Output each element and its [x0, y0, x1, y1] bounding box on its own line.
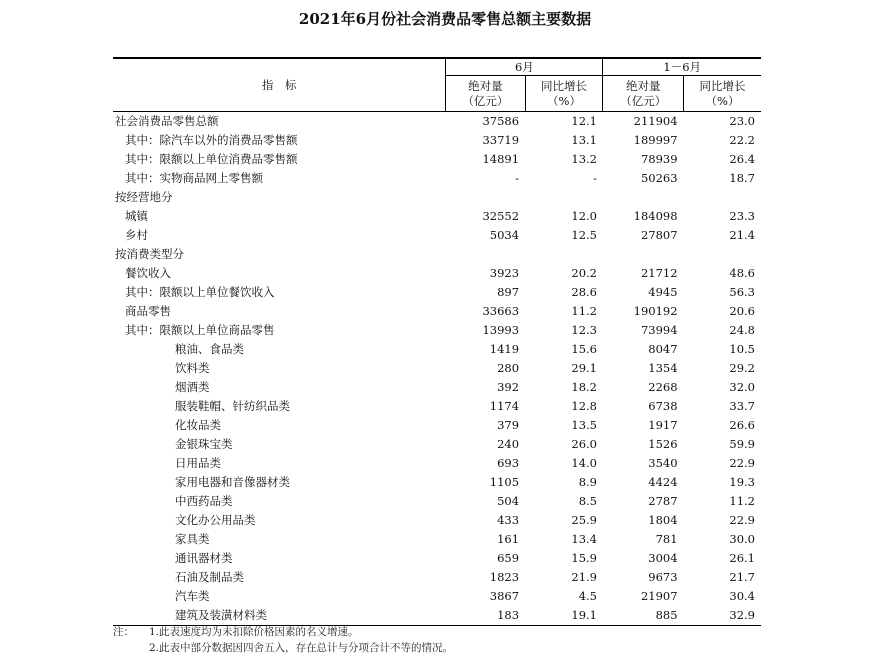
ytd-abs-cell: 50263 [640, 171, 678, 185]
june-yoy-cell: 15.6 [571, 342, 597, 356]
row-label: 其中：限额以上单位商品零售 [125, 323, 275, 337]
ytd-abs-cell: 184098 [633, 209, 678, 223]
june-yoy-cell: 12.3 [571, 323, 597, 337]
notes-prefix: 注： [113, 626, 134, 638]
ytd-yoy-cell: 21.7 [729, 570, 755, 584]
june-abs-cell: 1105 [489, 475, 520, 489]
table-row [113, 397, 761, 416]
table-row [113, 492, 761, 511]
june-yoy-cell: 12.0 [571, 209, 597, 223]
row-label: 饮料类 [175, 361, 210, 375]
header-yoy-line1: 同比增长 [699, 78, 746, 93]
june-abs-cell: 280 [497, 361, 520, 375]
ytd-yoy-cell: 22.2 [729, 133, 755, 147]
table-row [113, 435, 761, 454]
table-row [113, 530, 761, 549]
june-yoy-cell: 13.2 [571, 152, 597, 166]
june-abs-cell: 3867 [489, 589, 520, 603]
table-row [113, 359, 761, 378]
ytd-abs-cell: 8047 [648, 342, 678, 356]
ytd-abs-cell: 781 [655, 532, 678, 546]
ytd-yoy-cell: 29.2 [729, 361, 755, 375]
june-yoy-cell: 25.9 [571, 513, 597, 527]
june-yoy-cell [525, 245, 603, 264]
table-row [113, 112, 761, 132]
june-yoy-cell: 12.8 [571, 399, 597, 413]
table-row [113, 321, 761, 340]
ytd-yoy-cell: 30.0 [729, 532, 755, 546]
june-yoy-cell: 12.1 [571, 114, 597, 128]
ytd-yoy-cell: 18.7 [729, 171, 755, 185]
june-abs-cell: 693 [497, 456, 520, 470]
june-abs-cell: 392 [497, 380, 520, 394]
ytd-yoy-cell: 48.6 [729, 266, 755, 280]
june-abs-cell: 161 [497, 532, 520, 546]
page-title: 2021年6月份社会消费品零售总额主要数据 [298, 10, 592, 28]
table-row [113, 131, 761, 150]
ytd-abs-cell: 1804 [648, 513, 678, 527]
row-label: 家用电器和音像器材类 [175, 475, 290, 489]
june-yoy-cell: 15.9 [571, 551, 597, 565]
ytd-abs-cell: 4424 [648, 475, 678, 489]
ytd-abs-cell: 1917 [648, 418, 678, 432]
table-row [113, 587, 761, 606]
row-label: 按经营地分 [115, 190, 173, 204]
table-row [113, 511, 761, 530]
table-row [113, 245, 761, 264]
june-abs-cell: 3923 [489, 266, 520, 280]
ytd-abs-cell: 21712 [640, 266, 678, 280]
header-june-yoy [525, 76, 603, 112]
header-abs-line2: （亿元） [462, 93, 509, 108]
table-row [113, 302, 761, 321]
table-row [113, 473, 761, 492]
june-abs-cell: 1823 [489, 570, 520, 584]
row-label: 化妆品类 [175, 418, 221, 432]
row-label: 家具类 [175, 532, 210, 546]
ytd-yoy-cell: 24.8 [729, 323, 755, 337]
ytd-yoy-cell: 26.6 [729, 418, 755, 432]
row-label: 商品零售 [125, 304, 171, 318]
june-yoy-cell: 13.5 [571, 418, 597, 432]
header-june: 6月 [446, 58, 603, 76]
row-label: 建筑及装潢材料类 [175, 608, 267, 622]
header-abs-line1: 绝对量 [468, 78, 503, 93]
june-yoy-cell: 14.0 [571, 456, 597, 470]
ytd-abs-cell: 78939 [640, 152, 678, 166]
table-row [113, 264, 761, 283]
ytd-abs-cell: 21907 [640, 589, 678, 603]
june-yoy-cell: 8.5 [578, 494, 597, 508]
june-abs-cell: 504 [497, 494, 520, 508]
june-yoy-cell: 4.5 [578, 589, 597, 603]
june-abs-cell: 33719 [482, 133, 520, 147]
row-label: 服装鞋帽、针纺织品类 [175, 399, 290, 413]
ytd-yoy-cell: 33.7 [729, 399, 755, 413]
row-label: 汽车类 [175, 589, 210, 603]
row-label: 日用品类 [175, 456, 221, 470]
ytd-abs-cell: 6738 [648, 399, 678, 413]
june-abs-cell: 14891 [482, 152, 520, 166]
row-label: 粮油、食品类 [175, 342, 244, 356]
ytd-abs-cell [603, 245, 684, 264]
header-abs-line1: 绝对量 [626, 78, 661, 93]
row-label: 通讯器材类 [175, 551, 233, 565]
june-abs-cell: 13993 [482, 323, 520, 337]
header-indicator: 指 标 [113, 58, 446, 112]
table-row [113, 340, 761, 359]
ytd-abs-cell [603, 188, 684, 207]
ytd-yoy-cell: 19.3 [729, 475, 755, 489]
june-yoy-cell: 26.0 [571, 437, 597, 451]
june-abs-cell: 1174 [489, 399, 520, 413]
header-ytd-abs [603, 76, 684, 112]
table-row [113, 283, 761, 302]
header-ytd: 1－6月 [603, 58, 761, 76]
ytd-abs-cell: 2268 [648, 380, 678, 394]
header-june-abs [446, 76, 525, 112]
june-yoy-cell: 19.1 [571, 608, 597, 622]
june-abs-cell: 37586 [482, 114, 520, 128]
june-yoy-cell: 13.1 [571, 133, 597, 147]
row-label: 其中：限额以上单位消费品零售额 [125, 152, 298, 166]
retail-data-table [113, 57, 761, 626]
ytd-abs-cell: 211904 [633, 114, 678, 128]
header-yoy-line2: （%） [705, 93, 740, 108]
ytd-abs-cell: 189997 [633, 133, 678, 147]
header-yoy-line2: （%） [547, 93, 581, 108]
header-abs-line2: （亿元） [620, 93, 667, 108]
row-label: 烟酒类 [175, 380, 210, 394]
june-abs-cell: 659 [497, 551, 520, 565]
table-row [113, 606, 761, 626]
ytd-yoy-cell: 23.0 [729, 114, 755, 128]
ytd-yoy-cell: 22.9 [729, 456, 755, 470]
june-abs-cell: 240 [497, 437, 520, 451]
table-row [113, 416, 761, 435]
table-row [113, 207, 761, 226]
row-label: 按消费类型分 [115, 247, 184, 261]
ytd-yoy-cell: 56.3 [729, 285, 755, 299]
note-item: 2.此表中部分数据因四舍五入，存在总计与分项合计不等的情况。 [149, 642, 454, 654]
june-abs-cell: 379 [497, 418, 520, 432]
ytd-yoy-cell: 32.0 [729, 380, 755, 394]
table-row [113, 188, 761, 207]
june-yoy-cell: 20.2 [571, 266, 597, 280]
june-yoy-cell: 21.9 [571, 570, 597, 584]
ytd-yoy-cell: 20.6 [729, 304, 755, 318]
june-abs-cell: 183 [497, 608, 520, 622]
ytd-abs-cell: 3004 [648, 551, 678, 565]
ytd-abs-cell: 4945 [648, 285, 678, 299]
row-label: 石油及制品类 [175, 570, 244, 584]
table-row [113, 150, 761, 169]
june-yoy-cell: 11.2 [571, 304, 597, 318]
ytd-abs-cell: 9673 [648, 570, 678, 584]
ytd-yoy-cell: 22.9 [729, 513, 755, 527]
note-item: 1.此表速度均为未扣除价格因素的名义增速。 [149, 626, 359, 638]
ytd-abs-cell: 3540 [648, 456, 678, 470]
june-yoy-cell: 8.9 [578, 475, 597, 489]
row-label: 文化办公用品类 [175, 513, 256, 527]
june-abs-cell: - [515, 171, 520, 185]
june-abs-cell: 33663 [482, 304, 520, 318]
row-label: 社会消费品零售总额 [115, 114, 219, 128]
row-label: 城镇 [125, 209, 148, 223]
table-row [113, 378, 761, 397]
table-row [113, 568, 761, 587]
june-yoy-cell: 12.5 [571, 228, 597, 242]
ytd-yoy-cell [684, 245, 761, 264]
ytd-yoy-cell: 32.9 [729, 608, 755, 622]
row-label: 中西药品类 [175, 494, 233, 508]
header-yoy-line1: 同比增长 [541, 78, 588, 93]
ytd-yoy-cell: 23.3 [729, 209, 755, 223]
row-label: 其中：限额以上单位餐饮收入 [125, 285, 275, 299]
june-abs-cell: 897 [497, 285, 520, 299]
table-row [113, 549, 761, 568]
ytd-yoy-cell [684, 188, 761, 207]
row-label: 金银珠宝类 [175, 437, 233, 451]
header-ytd-yoy [684, 76, 761, 112]
ytd-abs-cell: 73994 [640, 323, 678, 337]
june-abs-cell [446, 188, 525, 207]
ytd-yoy-cell: 10.5 [729, 342, 755, 356]
ytd-yoy-cell: 26.1 [729, 551, 755, 565]
table-body [113, 112, 761, 626]
june-abs-cell: 32552 [482, 209, 520, 223]
ytd-yoy-cell: 21.4 [729, 228, 755, 242]
june-yoy-cell: 28.6 [571, 285, 597, 299]
ytd-abs-cell: 1354 [648, 361, 678, 375]
june-yoy-cell [525, 188, 603, 207]
june-yoy-cell: 18.2 [571, 380, 597, 394]
ytd-abs-cell: 27807 [640, 228, 678, 242]
ytd-yoy-cell: 26.4 [729, 152, 755, 166]
ytd-abs-cell: 2787 [648, 494, 678, 508]
ytd-abs-cell: 885 [655, 608, 678, 622]
ytd-yoy-cell: 59.9 [729, 437, 755, 451]
row-label: 乡村 [125, 228, 148, 242]
row-label: 餐饮收入 [125, 266, 171, 280]
table-row [113, 454, 761, 473]
ytd-abs-cell: 190192 [633, 304, 678, 318]
row-label: 其中：实物商品网上零售额 [125, 171, 263, 185]
ytd-yoy-cell: 30.4 [729, 589, 755, 603]
june-abs-cell: 5034 [489, 228, 520, 242]
row-label: 其中：除汽车以外的消费品零售额 [125, 133, 298, 147]
june-abs-cell [446, 245, 525, 264]
june-yoy-cell: 13.4 [571, 532, 597, 546]
june-abs-cell: 433 [497, 513, 520, 527]
june-yoy-cell: - [593, 171, 597, 185]
june-yoy-cell: 29.1 [571, 361, 597, 375]
footnotes [113, 624, 454, 656]
table-row [113, 169, 761, 188]
june-abs-cell: 1419 [489, 342, 520, 356]
table-row [113, 226, 761, 245]
ytd-yoy-cell: 11.2 [729, 494, 755, 508]
ytd-abs-cell: 1526 [648, 437, 678, 451]
